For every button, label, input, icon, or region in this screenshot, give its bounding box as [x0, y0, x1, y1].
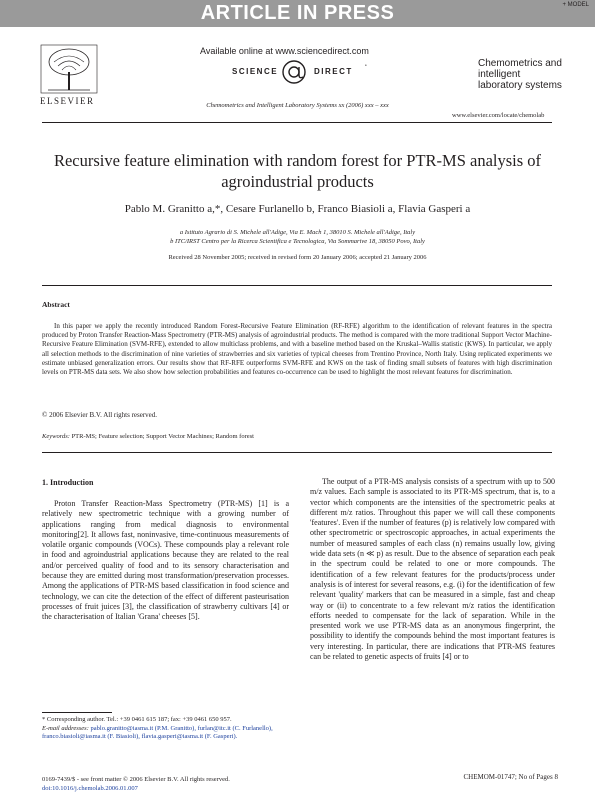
right-column-text: The output of a PTR-MS analysis consists of a spectrum with up to 500 m/z values. Each sample is associated to its PTR-MS spectrum, that is, to a vector which components are the intensities of the spectrometric peaks at different m/z ratios. Throughout this paper we will call these components 'features'. Even if the number of features (p) is relatively low compared with other spectrometric or spectroscopic approaches, in actual experiments the number of measured samples of each class (n) remains usually low, giving wide data sets (n ≪ p) as result. Due to the absence of separation each peak in the spectrum could be related to one or more compounds. The identification of a few relevant features for the products/process under analysis is of interest for several reasons, e.g. (i) for the identification of few relevant 'quality' markers that can be measured in a simple, fast and cheap way or (ii) to concentrate to a few relevant m/z ratios the identification efforts needed to compensate for the lack of separation. While in the presented work we use PTR-MS data as an anonymous fingerprint, the possibility to identify the compounds behind the most important features is very interesting. In particular, there are indications that PTR-MS features can be related to genetic aspects of fruits [4] or to — [310, 477, 555, 662]
sciencedirect-logo — [232, 62, 400, 82]
elsevier-tree-logo-icon — [40, 44, 98, 94]
keywords-label: Keywords: — [42, 433, 70, 440]
email-addresses[interactable]: pablo.granitto@iasma.it (P.M. Granitto), furlan@itc.it (C. Furlanello), franco.biasioli@iasma.it (F. Biasioli), flavia.gasperi@iasma.it (F. Gasperi). — [42, 724, 273, 740]
at-sign-icon — [280, 58, 308, 86]
sciencedirect-left: SCIENCE — [232, 67, 279, 76]
article-title: Recursive feature elimination with random forest for PTR-MS analysis of agroindustrial products — [53, 151, 542, 191]
body-top-rule — [42, 452, 552, 453]
abstract-heading: Abstract — [42, 300, 70, 309]
section-heading: 1. Introduction — [42, 478, 94, 487]
sciencedirect-right: DIRECT — [314, 67, 353, 76]
corresponding-author-note: * Corresponding author. Tel.: +39 0461 615 187; fax: +39 0461 650 957. — [42, 716, 232, 723]
email-label: E-mail addresses: — [42, 724, 89, 732]
affiliation-a: a Istituto Agrario di S. Michele all'Adige, Via E. Mach 1, 38010 S. Michele all'Adige, Italy — [179, 229, 416, 236]
journal-brand — [478, 58, 562, 91]
page-count: CHEMOM-01747; No of Pages 8 — [463, 773, 558, 781]
available-online-text: Available online at www.sciencedirect.com — [200, 46, 369, 56]
abstract-top-rule — [42, 285, 552, 286]
affiliation-b: b ITC/IRST Centro per la Ricerca Scientifica e Tecnologica, Via Sommarive 18, 38050 Povo, Italy — [170, 238, 425, 245]
copyright-notice: © 2006 Elsevier B.V. All rights reserved. — [42, 411, 158, 419]
model-tag: + MODEL — [562, 2, 589, 8]
issn-line: 0169-7439/$ - see front matter © 2006 Elsevier B.V. All rights reserved. — [42, 776, 230, 783]
keywords — [42, 433, 254, 440]
publisher-name: ELSEVIER — [40, 96, 95, 106]
email-note — [42, 725, 289, 742]
issn-doi-block — [42, 776, 289, 793]
abstract-text: In this paper we apply the recently introduced Random Forest-Recursive Feature Elimination (RF-RFE) algorithm to the identification of relevant features in the spectra produced by Proton Transfer Reaction-Mass Spectrometry (PTR-MS) analysis of agroindustrial products. The method is compared with the more traditional Support Vector Machine-Recursive Feature Elimination (SVM-RFE), extended to allow multiclass problems, and with a baseline method based on the Kruskal–Wallis statistic (KWS). In particular, we apply all selection methods to the discrimination of nine varieties of strawberries and six varieties of typical cheeses from Trentino Province, North Italy. Using replicated experiments we estimate unbiased generalization errors. Our results show that RF-RFE outperforms SVM-RFE and KWS on the task of finding small subsets of features with high discrimination levels on PTR-MS data sets. We also show how selection probabilities and features co-occurrence can be used to highlight the most relevant features for discrimination. — [42, 322, 552, 377]
banner-text: ARTICLE IN PRESS — [200, 2, 395, 24]
header-rule — [42, 122, 552, 123]
author-list: Pablo M. Granitto a,*, Cesare Furlanello b, Franco Biasioli a, Flavia Gasperi a — [124, 203, 471, 215]
sciencedirect-trademark: • — [365, 64, 367, 69]
keywords-text: PTR-MS; Feature selection; Support Vector Machines; Random forest — [71, 433, 254, 440]
footnote-rule — [42, 712, 112, 713]
journal-reference: Chemometrics and Intelligent Laboratory Systems xx (2006) xxx – xxx — [206, 102, 389, 109]
footnotes — [42, 716, 289, 742]
received-dates: Received 28 November 2005; received in revised form 20 January 2006; accepted 21 January 2006 — [168, 254, 427, 261]
journal-url[interactable]: www.elsevier.com/locate/chemolab — [452, 112, 545, 119]
affiliations — [40, 228, 555, 246]
left-column-text: Proton Transfer Reaction-Mass Spectrometry (PTR-MS) [1] is a relatively new spectrometric technique with a growing number of applications ranging from medical diagnosis to environmental monitoring[2]. It allows fast, noninvasive, time-continuous measurements of volatile organic compounds (VOCs). These compounds play a relevant role in food and agroindustrial applications because they are related to the real and/or perceived quality of food and to its sensory characterisation and because they are emitted during most transformation/preservation processes. Among the applications of PTR-MS based classification in food science and technology, we can cite the detection of the effect of different pasteurisation processes of fruit juices [3], the classification of strawberry cultivars [4] or the characterisation of Italian 'Grana' cheeses [5]. — [42, 499, 289, 622]
brand-line-1: Chemometrics and — [478, 58, 562, 69]
brand-line-2: intelligent — [478, 69, 521, 80]
brand-line-3: laboratory systems — [478, 80, 562, 91]
doi-link[interactable]: doi:10.1016/j.chemolab.2006.01.007 — [42, 784, 138, 792]
